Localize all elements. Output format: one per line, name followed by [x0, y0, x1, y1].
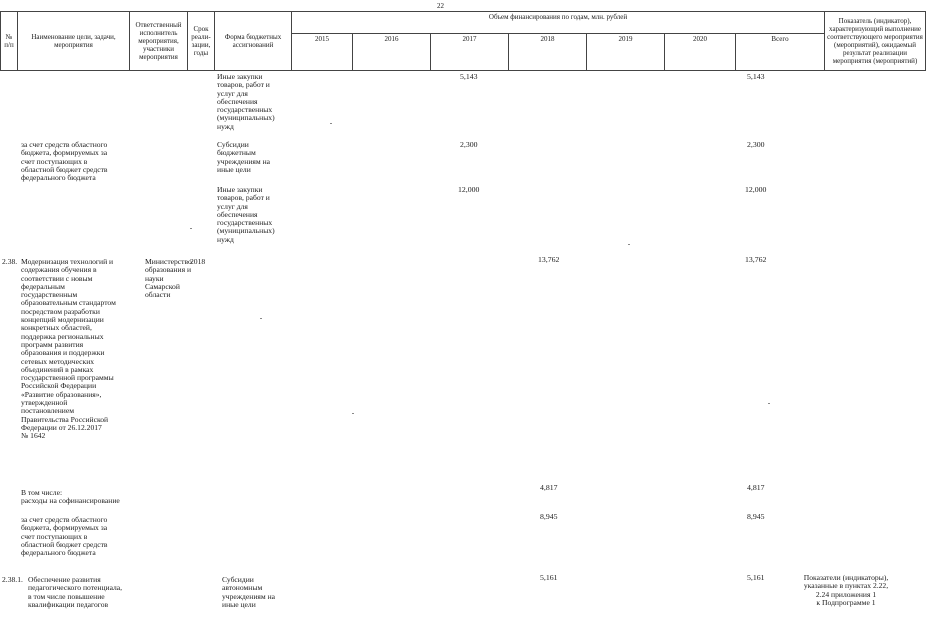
- row-f-2018-value: 8,945: [540, 512, 558, 521]
- header-year-2018: 2018: [509, 34, 587, 71]
- row-a-form: Иные закупки товаров, работ и услуг для обеспечения государственных (муниципальных) нужд: [217, 72, 275, 131]
- scan-speck: [260, 318, 262, 319]
- header-col-term: Срок реали-зации, годы: [188, 12, 215, 71]
- row-e-2018-value: 4,817: [540, 483, 558, 492]
- row-d-executor: Министерство образования и науки Самарской области: [145, 257, 192, 300]
- row-g-form: Субсидии автономным учреждениям на иные цели: [222, 575, 276, 609]
- header-col-num: № п/п: [1, 12, 18, 71]
- row-b-form: Субсидии бюджетным учреждениям на иные цели: [217, 140, 271, 174]
- row-f-total-value: 8,945: [747, 512, 765, 521]
- scan-speck: [628, 244, 630, 245]
- row-e-total-value: 4,817: [747, 483, 765, 492]
- row-g-total-value: 5,161: [747, 573, 765, 582]
- row-g-indicator: Показатели (индикаторы), указанные в пунктах 2.22, 2.24 приложения 1 к Подпрограмме 1: [803, 573, 889, 607]
- row-g-2018-value: 5,161: [540, 573, 558, 582]
- header-year-2017: 2017: [431, 34, 509, 71]
- scan-speck: [768, 403, 770, 404]
- scan-speck: [330, 123, 332, 124]
- row-d-2018-value: 13,762: [538, 255, 560, 264]
- row-b-2017-value: 2,300: [460, 140, 478, 149]
- row-c-total-value: 12,000: [745, 185, 767, 194]
- header-year-2016: 2016: [353, 34, 431, 71]
- header-col-form: Форма бюджетных ассигнований: [215, 12, 292, 71]
- row-f-name: за счет средств областного бюджета, формируемых за счет поступающих в областной бюджет средств федерального бюджета: [21, 515, 108, 558]
- row-g-name: Обеспечение развития педагогического потенциала, в том числе повышение квалификации педагогов: [28, 575, 123, 609]
- header-total: Всего: [736, 34, 825, 71]
- header-col-funding: Объем финансирования по годам, млн. рублей: [292, 12, 825, 34]
- row-d-total-value: 13,762: [745, 255, 767, 264]
- row-e-name: В том числе: расходы на софинансирование: [21, 488, 120, 506]
- header-col-name: Наименование цели, задачи, мероприятия: [18, 12, 130, 71]
- row-c-2017-value: 12,000: [458, 185, 480, 194]
- row-b-total-value: 2,300: [747, 140, 765, 149]
- scan-speck: [190, 228, 192, 229]
- row-a-2017-value: 5,143: [460, 72, 478, 81]
- page-number: 22: [437, 2, 444, 10]
- header-year-2019: 2019: [587, 34, 665, 71]
- row-a-total-value: 5,143: [747, 72, 765, 81]
- header-year-2020: 2020: [665, 34, 736, 71]
- row-c-form: Иные закупки товаров, работ и услуг для обеспечения государственных (муниципальных) нужд: [217, 185, 275, 244]
- scan-speck: [352, 413, 354, 414]
- row-b-name: за счет средств областного бюджета, формируемых за счет поступающих в областной бюджет средств федерального бюджета: [21, 140, 108, 183]
- row-g-number: 2.38.1.: [2, 575, 23, 584]
- row-d-name: Модернизация технологий и содержания обучения в соответствии с новым федеральным государственным образовательным стандартом посредством разработки концепций модернизации конкретных областей, поддержка региональных программ развития образования и поддержки сетевых методических объединений в рамках государственной программы Российской Федерации «Развитие образования», утвержденной постановлением Правительства Российской Федерации от 26.12.2017 № 1642: [21, 257, 116, 441]
- table-header: [0, 11, 926, 71]
- header-col-executor: Ответственный исполнитель мероприятия, участники мероприятия: [130, 12, 188, 71]
- header-col-indicator: Показатель (индикатор), характеризующий выполнение соответствующего мероприятия (мероприятий), ожидаемый результат реализации мероприятия (мероприятий): [825, 12, 926, 71]
- header-year-2015: 2015: [292, 34, 353, 71]
- row-d-term: 2018: [190, 257, 206, 266]
- row-d-number: 2.38.: [2, 257, 18, 266]
